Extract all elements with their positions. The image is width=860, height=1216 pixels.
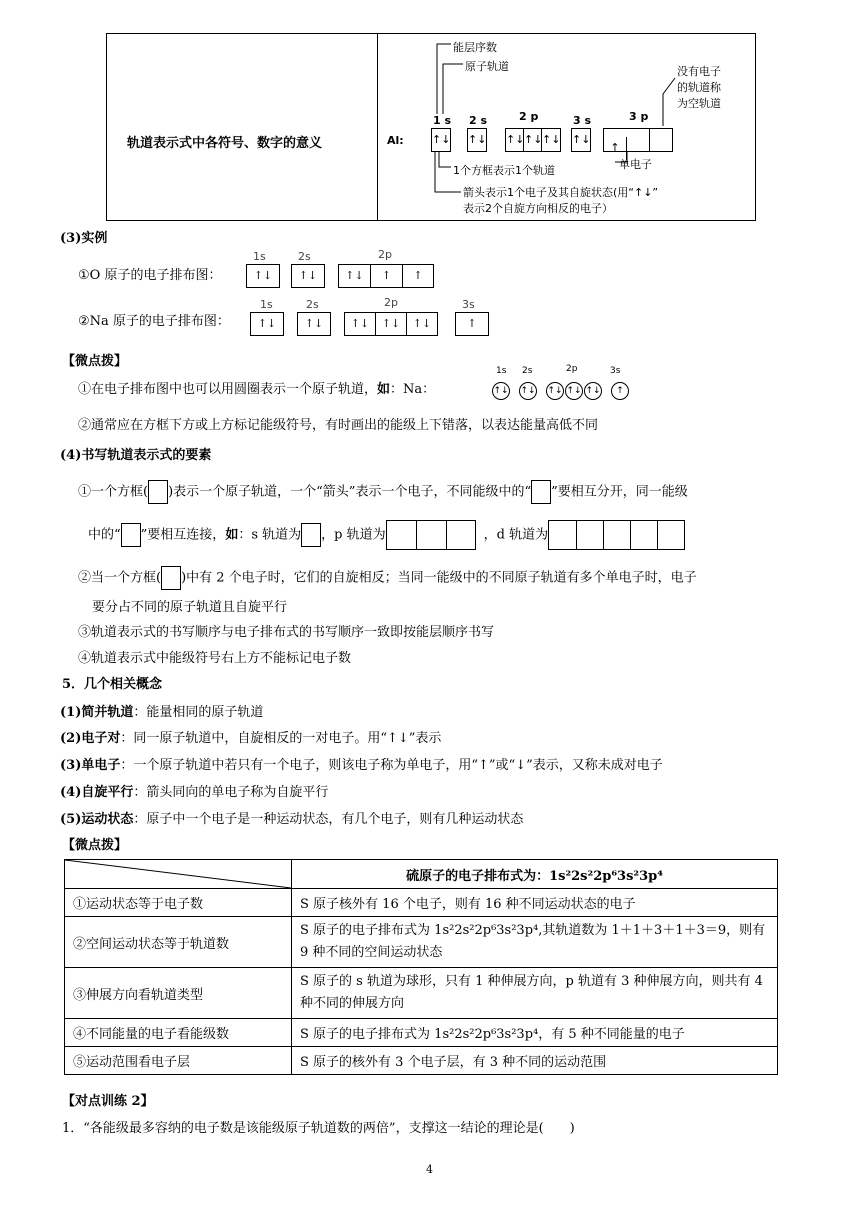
element-1-line1: ①一个方框( )表示一个原子轨道，一个“箭头”表示一个电子，不同能级中的“ ”要相互分开，同一能级	[78, 480, 688, 504]
orb-2p: 2 p	[519, 110, 539, 123]
diagonal-cell	[65, 860, 292, 889]
row2-left: ②空间运动状态等于轨道数	[65, 917, 292, 968]
element-3: ③轨道表示式的书写顺序与电子排布式的书写顺序一致即按能层顺序书写	[78, 625, 495, 640]
orbital-meaning-table	[106, 33, 756, 221]
concept-3: (3)单电子：一个原子轨道中若只有一个电子，则该电子称为单电子，用“↑”或“↓”表示，又称未成对电子	[60, 758, 663, 773]
row2-right: S 原子的电子排布式为 1s²2s²2p⁶3s²3p⁴,其轨道数为 1＋1＋3＋1＋3＝9，则有 9 种不同的空间运动状态	[292, 917, 778, 968]
na-example-label: ②Na 原子的电子排布图：	[78, 314, 230, 329]
al-label: Al:	[387, 134, 404, 147]
na-2s-label: 2s	[306, 298, 319, 311]
box-3s: ↑↓	[571, 128, 591, 152]
table-left-cell: 轨道表示式中各符号、数字的意义	[127, 136, 323, 151]
orb-1s: 1 s	[433, 114, 452, 127]
o-2p-label: 2p	[378, 248, 392, 261]
question-1: 1．“各能级最多容纳的电子数是该能级原子轨道数的两倍”，支撑这一结论的理论是( )	[62, 1121, 575, 1136]
o-example-label: ①O 原子的电子排布图：	[78, 268, 222, 283]
box-2s: ↑↓	[467, 128, 487, 152]
practice-heading: 【对点训练 2】	[62, 1094, 154, 1109]
concepts-heading: 5．几个相关概念	[62, 677, 163, 692]
na-circle-diagram: 1s 2s 2p 3s ↑↓ ↑↓ ↑↓ ↑↓ ↑↓ ↑	[492, 368, 642, 404]
na-2p-box: ↑↓ ↑↓ ↑↓	[344, 312, 438, 336]
table-header: 硫原子的电子排布式为：1s²2s²2p⁶3s²3p⁴	[292, 860, 778, 889]
row3-left: ③伸展方向看轨道类型	[65, 968, 292, 1019]
box-1s: ↑↓	[431, 128, 451, 152]
element-4: ④轨道表示式中能级符号右上方不能标记电子数	[78, 651, 352, 666]
label-empty-orbital: 没有电子的轨道称为空轨道	[677, 65, 721, 110]
element-2-line2: 要分占不同的原子轨道且自旋平行	[92, 600, 288, 615]
o-1s-label: 1s	[253, 250, 266, 263]
na-2s-box: ↑↓	[297, 312, 331, 336]
row4-right: S 原子的电子排布式为 1s²2s²2p⁶3s²3p⁴，有 5 种不同能量的电子	[292, 1019, 778, 1047]
row5-right: S 原子的核外有 3 个电子层，有 3 种不同的运动范围	[292, 1047, 778, 1075]
label-arrow-1: 箭头表示1个电子及其自旋状态(用“↑↓”	[463, 186, 659, 199]
annotation-lines	[387, 34, 752, 222]
element-1-line2: 中的“ ”要相互连接，如：s 轨道为 ，p 轨道为 ，d 轨道为	[88, 520, 685, 550]
box-3p: ↑	[603, 128, 673, 152]
page-number: 4	[426, 1163, 433, 1176]
row3-right: S 原子的 s 轨道为球形，只有 1 种伸展方向，p 轨道有 3 种伸展方向，则共有 4 种不同的伸展方向	[292, 968, 778, 1019]
tip-heading: 【微点拨】	[62, 354, 128, 369]
label-energy-level: 能层序数	[453, 41, 497, 54]
na-3s-label: 3s	[462, 298, 475, 311]
tip-heading-2: 【微点拨】	[62, 838, 128, 853]
row4-left: ④不同能量的电子看能级数	[65, 1019, 292, 1047]
sulfur-table	[64, 859, 778, 1075]
concept-4: (4)自旋平行：箭头同向的单电子称为自旋平行	[60, 785, 329, 800]
o-2s-box: ↑↓	[291, 264, 325, 288]
concept-1: (1)简并轨道：能量相同的原子轨道	[60, 705, 264, 720]
orb-2s: 2 s	[469, 114, 488, 127]
o-2s-label: 2s	[298, 250, 311, 263]
orb-3s: 3 s	[573, 114, 592, 127]
na-3s-box: ↑	[455, 312, 489, 336]
label-orbital: 原子轨道	[465, 60, 509, 73]
elements-heading: (4)书写轨道表示式的要素	[60, 448, 212, 463]
row1-left: ①运动状态等于电子数	[65, 889, 292, 917]
row1-right: S 原子核外有 16 个电子，则有 16 种不同运动状态的电子	[292, 889, 778, 917]
concept-2: (2)电子对：同一原子轨道中，自旋相反的一对电子。用“↑↓”表示	[60, 731, 442, 746]
label-arrow-2: 表示2个自旋方向相反的电子）	[463, 202, 613, 215]
label-square: 1个方框表示1个轨道	[453, 164, 555, 177]
tip-1: ①在电子排布图中也可以用圆圈表示一个原子轨道，如：Na：	[78, 382, 436, 397]
label-single-electron: 单电子	[619, 158, 652, 171]
o-1s-box: ↑↓	[246, 264, 280, 288]
element-2-line1: ②当一个方框( )中有 2 个电子时，它们的自旋相反；当同一能级中的不同原子轨道有多个单电子时，电子	[78, 566, 697, 590]
na-1s-label: 1s	[260, 298, 273, 311]
row5-left: ⑤运动范围看电子层	[65, 1047, 292, 1075]
na-2p-label: 2p	[384, 296, 398, 309]
tip-2: ②通常应在方框下方或上方标记能级符号，有时画出的能级上下错落，以表达能量高低不同	[78, 418, 599, 433]
orb-3p: 3 p	[629, 110, 649, 123]
box-2p: ↑↓↑↓↑↓	[505, 128, 561, 152]
na-1s-box: ↑↓	[250, 312, 284, 336]
o-2p-box: ↑↓ ↑ ↑	[338, 264, 434, 288]
example-heading: (3)实例	[60, 231, 108, 246]
concept-5: (5)运动状态：原子中一个电子是一种运动状态，有几个电子，则有几种运动状态	[60, 812, 524, 827]
